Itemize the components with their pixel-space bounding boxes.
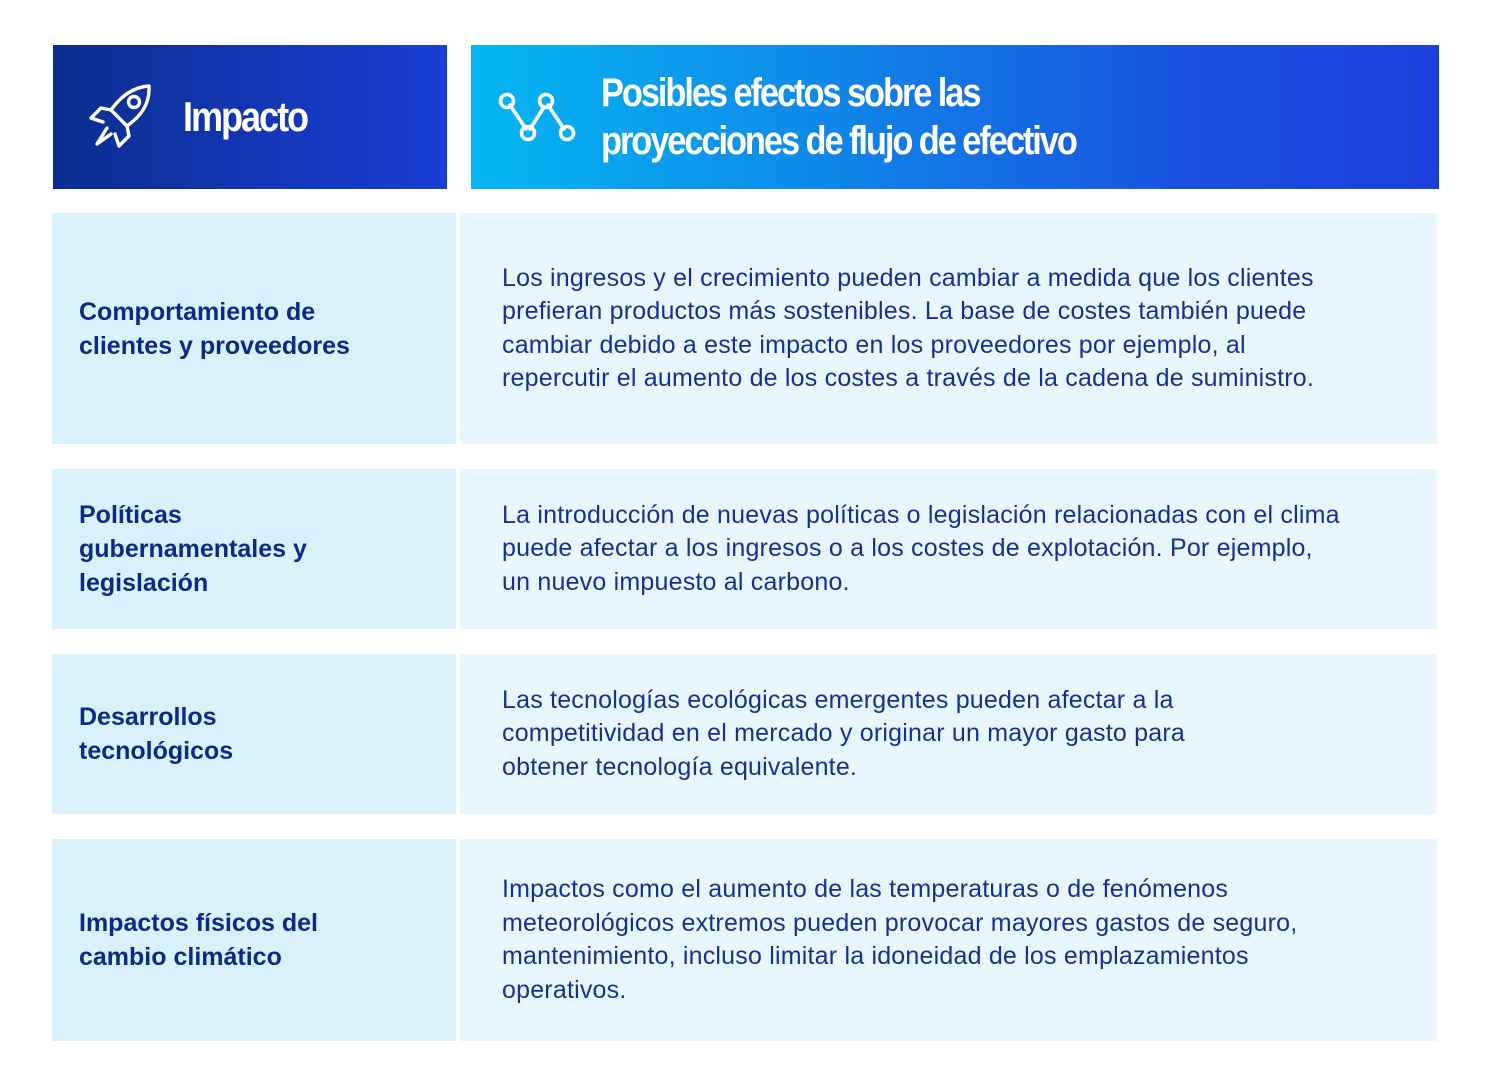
impact-label: Comportamiento de clientes y proveedores: [79, 297, 350, 360]
impact-cell: [52, 654, 456, 814]
impact-header-title: Impacto: [183, 93, 308, 140]
effect-cell: [460, 839, 1437, 1041]
rocket-icon: [83, 78, 161, 156]
effects-title-line2: proyecciones de flujo de efectivo: [601, 119, 1076, 163]
effect-cell: [460, 469, 1437, 629]
impact-cell: [52, 839, 456, 1041]
effects-title-line1: Posibles efectos sobre las: [601, 71, 980, 115]
table-row: [52, 839, 1437, 1041]
effect-text: Los ingresos y el crecimiento pueden cambiar a medida que los clientes prefieran productos más sostenibles. La base de costes también puede cambiar debido a este impacto en los proveedores por ejemplo, al repercutir el aumento de los costes a través de la cadena de suministro.: [502, 263, 1315, 392]
trend-nodes-icon: [497, 87, 579, 147]
effect-cell: [460, 654, 1437, 814]
impact-cell: [52, 469, 456, 629]
effect-cell: [460, 213, 1437, 444]
header-effects: [471, 45, 1439, 189]
effect-text: Impactos como el aumento de las temperaturas o de fenómenos meteorológicos extremos pueden provocar mayores gastos de seguro, mantenimiento, incluso limitar la idoneidad de los emplazamientos operativos.: [502, 875, 1298, 1004]
table-row: [52, 654, 1437, 814]
header-impact: [53, 45, 447, 189]
effect-text: Las tecnologías ecológicas emergentes pueden afectar a la competitividad en el mercado y originar un mayor gasto para obtener tecnología equivalente.: [502, 685, 1185, 781]
impact-cell: [52, 213, 456, 444]
impact-label: Impactos físicos del cambio climático: [79, 909, 318, 971]
effect-text: La introducción de nuevas políticas o legislación relacionadas con el clima puede afectar a los ingresos o a los costes de explotación. Por ejemplo, un nuevo impuesto al carbono.: [502, 500, 1340, 596]
table-row: [52, 213, 1437, 444]
impact-label: Políticas gubernamentales y legislación: [79, 501, 307, 597]
table-row: [52, 469, 1437, 629]
impact-label: Desarrollos tecnológicos: [79, 703, 234, 765]
effects-header-title: [601, 69, 1076, 165]
